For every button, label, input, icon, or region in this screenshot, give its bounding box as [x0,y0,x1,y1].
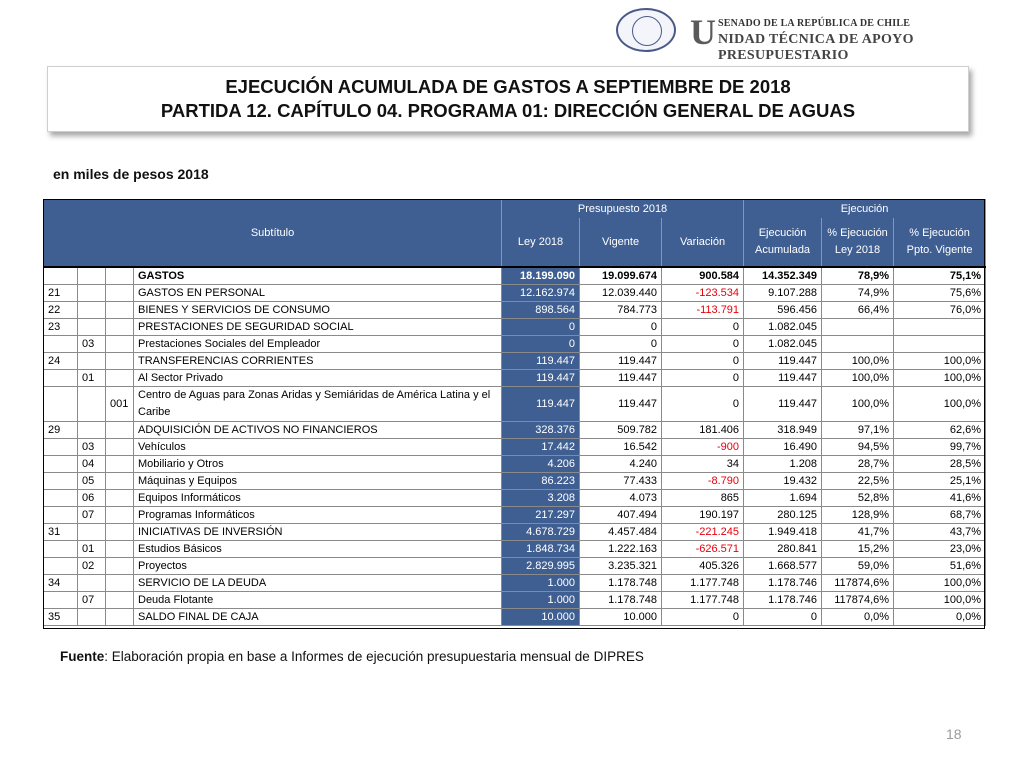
table-row [44,336,986,353]
cell-ley: 4.678.729 [502,524,580,541]
cell-b: 07 [78,592,106,609]
cell-ley: 119.447 [502,370,580,387]
cell-ley: 1.848.734 [502,541,580,558]
cell-pl: 22,5% [822,473,894,490]
cell-a: 29 [44,422,78,439]
cell-ley: 17.442 [502,439,580,456]
header-subtitulo: Subtítulo [44,199,502,267]
cell-a: 31 [44,524,78,541]
cell-acum: 1.178.746 [744,575,822,592]
cell-pl: 100,0% [822,370,894,387]
cell-a [44,370,78,387]
table-row [44,285,986,302]
cell-pl: 28,7% [822,456,894,473]
cell-pv: 51,6% [894,558,986,575]
cell-vig: 4.073 [580,490,662,507]
cell-pv: 43,7% [894,524,986,541]
cell-pl: 0,0% [822,609,894,626]
cell-ley: 1.000 [502,575,580,592]
senado-seal-icon [616,8,676,52]
cell-c [106,319,134,336]
source-note [60,649,644,664]
cell-a: 21 [44,285,78,302]
cell-a [44,456,78,473]
cell-acum: 1.082.045 [744,319,822,336]
cell-desc: INICIATIVAS DE INVERSIÓN [134,524,502,541]
cell-acum: 16.490 [744,439,822,456]
cell-pl: 117874,6% [822,592,894,609]
cell-ley: 3.208 [502,490,580,507]
units-label: en miles de pesos 2018 [53,166,209,182]
cell-desc: ADQUISICIÓN DE ACTIVOS NO FINANCIEROS [134,422,502,439]
table-row [44,575,986,592]
table-row [44,267,986,285]
cell-a [44,473,78,490]
cell-acum: 14.352.349 [744,267,822,285]
cell-acum: 280.841 [744,541,822,558]
cell-a: 24 [44,353,78,370]
cell-acum: 119.447 [744,353,822,370]
cell-desc: Estudios Básicos [134,541,502,558]
cell-ley: 898.564 [502,302,580,319]
table-row [44,319,986,336]
cell-pv: 23,0% [894,541,986,558]
cell-vig: 0 [580,319,662,336]
table-row [44,541,986,558]
cell-var: 1.177.748 [662,592,744,609]
table-row [44,507,986,524]
cell-c [106,507,134,524]
cell-ley: 217.297 [502,507,580,524]
cell-var: 181.406 [662,422,744,439]
cell-pl: 100,0% [822,387,894,422]
cell-acum: 1.082.045 [744,336,822,353]
cell-pv: 25,1% [894,473,986,490]
cell-acum: 1.178.746 [744,592,822,609]
cell-pl [822,319,894,336]
table-row [44,387,986,422]
header-presupuesto: Presupuesto 2018 [502,199,744,218]
cell-pv [894,336,986,353]
cell-pv: 41,6% [894,490,986,507]
cell-var: 0 [662,387,744,422]
cell-pl: 97,1% [822,422,894,439]
cell-pv [894,319,986,336]
cell-vig: 1.178.748 [580,575,662,592]
cell-a [44,507,78,524]
cell-vig: 784.773 [580,302,662,319]
table-row [44,490,986,507]
cell-var: 0 [662,336,744,353]
cell-ley: 119.447 [502,387,580,422]
cell-c [106,267,134,285]
cell-acum: 9.107.288 [744,285,822,302]
cell-b [78,575,106,592]
cell-vig: 1.178.748 [580,592,662,609]
cell-pl: 66,4% [822,302,894,319]
cell-pl: 41,7% [822,524,894,541]
cell-var: 0 [662,370,744,387]
cell-desc: Al Sector Privado [134,370,502,387]
cell-b [78,285,106,302]
cell-ley: 12.162.974 [502,285,580,302]
cell-c [106,456,134,473]
cell-desc: PRESTACIONES DE SEGURIDAD SOCIAL [134,319,502,336]
cell-pv: 100,0% [894,575,986,592]
cell-vig: 407.494 [580,507,662,524]
cell-c [106,285,134,302]
cell-var: 0 [662,353,744,370]
cell-pv: 0,0% [894,609,986,626]
cell-b [78,267,106,285]
cell-b: 02 [78,558,106,575]
cell-desc: Equipos Informáticos [134,490,502,507]
cell-a: 22 [44,302,78,319]
cell-desc: Deuda Flotante [134,592,502,609]
cell-b: 04 [78,456,106,473]
cell-c [106,336,134,353]
cell-var: -8.790 [662,473,744,490]
cell-b [78,387,106,422]
budget-table [43,199,986,626]
cell-pv: 100,0% [894,387,986,422]
cell-c [106,370,134,387]
cell-var: 900.584 [662,267,744,285]
cell-vig: 12.039.440 [580,285,662,302]
cell-vig: 119.447 [580,387,662,422]
cell-pv: 76,0% [894,302,986,319]
cell-var: 0 [662,609,744,626]
cell-ley: 4.206 [502,456,580,473]
cell-desc: GASTOS [134,267,502,285]
table-row [44,473,986,490]
cell-ley: 0 [502,319,580,336]
cell-a: 34 [44,575,78,592]
cell-pl: 100,0% [822,353,894,370]
cell-var: -221.245 [662,524,744,541]
cell-b: 03 [78,439,106,456]
cell-acum: 318.949 [744,422,822,439]
header-ley: Ley 2018 [502,218,580,267]
cell-a [44,387,78,422]
cell-pv: 28,5% [894,456,986,473]
cell-b: 03 [78,336,106,353]
cell-ley: 2.829.995 [502,558,580,575]
cell-acum: 596.456 [744,302,822,319]
header-pct-ley: % Ejecución Ley 2018 [822,218,894,267]
cell-vig: 4.240 [580,456,662,473]
brand-letter: U [690,12,716,52]
cell-var: -113.791 [662,302,744,319]
cell-b [78,422,106,439]
cell-b [78,302,106,319]
cell-vig: 3.235.321 [580,558,662,575]
header-ejecucion: Ejecución [744,199,986,218]
cell-c [106,439,134,456]
table-row [44,558,986,575]
cell-acum: 0 [744,609,822,626]
cell-pl: 15,2% [822,541,894,558]
cell-ley: 10.000 [502,609,580,626]
cell-pl: 74,9% [822,285,894,302]
cell-c [106,302,134,319]
cell-c: 001 [106,387,134,422]
cell-vig: 16.542 [580,439,662,456]
cell-ley: 86.223 [502,473,580,490]
cell-pv: 75,6% [894,285,986,302]
cell-c [106,473,134,490]
cell-b [78,353,106,370]
cell-c [106,524,134,541]
cell-pv: 100,0% [894,370,986,387]
cell-a [44,267,78,285]
cell-a [44,490,78,507]
cell-c [106,575,134,592]
cell-desc: SERVICIO DE LA DEUDA [134,575,502,592]
page-number: 18 [946,726,962,742]
cell-desc: Vehículos [134,439,502,456]
cell-vig: 119.447 [580,353,662,370]
source-label: Fuente [60,649,105,664]
cell-desc: SALDO FINAL DE CAJA [134,609,502,626]
cell-var: 865 [662,490,744,507]
table-row [44,353,986,370]
header-ejec-acum: Ejecución Acumulada [744,218,822,267]
cell-acum: 19.432 [744,473,822,490]
source-text: : Elaboración propia en base a Informes de ejecución presupuestaria mensual de DIPRES [104,649,644,664]
cell-pv: 99,7% [894,439,986,456]
cell-b [78,524,106,541]
cell-b: 05 [78,473,106,490]
cell-pv: 68,7% [894,507,986,524]
cell-ley: 0 [502,336,580,353]
cell-desc: GASTOS EN PERSONAL [134,285,502,302]
cell-acum: 280.125 [744,507,822,524]
cell-b: 01 [78,370,106,387]
cell-ley: 119.447 [502,353,580,370]
table-row [44,592,986,609]
cell-ley: 18.199.090 [502,267,580,285]
cell-pl: 59,0% [822,558,894,575]
cell-acum: 119.447 [744,387,822,422]
cell-a [44,541,78,558]
header-variacion: Variación [662,218,744,267]
cell-vig: 0 [580,336,662,353]
cell-a: 35 [44,609,78,626]
cell-pv: 75,1% [894,267,986,285]
cell-a [44,558,78,575]
cell-desc: Mobiliario y Otros [134,456,502,473]
title-line-1: EJECUCIÓN ACUMULADA DE GASTOS A SEPTIEMBRE DE 2018 [225,76,791,97]
cell-c [106,558,134,575]
cell-pl [822,336,894,353]
cell-b [78,319,106,336]
cell-var: -123.534 [662,285,744,302]
cell-var: 34 [662,456,744,473]
cell-desc: Programas Informáticos [134,507,502,524]
cell-vig: 119.447 [580,370,662,387]
cell-var: 405.326 [662,558,744,575]
cell-a [44,439,78,456]
cell-var: 1.177.748 [662,575,744,592]
brand-unit-name: NIDAD TÉCNICA DE APOYO PRESUPUESTARIO [718,32,914,63]
cell-ley: 1.000 [502,592,580,609]
cell-vig: 10.000 [580,609,662,626]
cell-ley: 328.376 [502,422,580,439]
table-row [44,439,986,456]
cell-pl: 128,9% [822,507,894,524]
cell-acum: 1.949.418 [744,524,822,541]
cell-pv: 62,6% [894,422,986,439]
cell-acum: 119.447 [744,370,822,387]
cell-acum: 1.694 [744,490,822,507]
table-row [44,456,986,473]
cell-vig: 1.222.163 [580,541,662,558]
cell-c [106,353,134,370]
cell-desc: Máquinas y Equipos [134,473,502,490]
cell-c [106,592,134,609]
cell-var: -626.571 [662,541,744,558]
cell-desc: Centro de Aguas para Zonas Aridas y Semiáridas de América Latina y el Caribe [134,387,502,422]
cell-pl: 78,9% [822,267,894,285]
cell-a [44,592,78,609]
cell-vig: 77.433 [580,473,662,490]
cell-b [78,609,106,626]
title-box [47,66,969,132]
cell-c [106,609,134,626]
table-row [44,609,986,626]
cell-desc: Proyectos [134,558,502,575]
cell-desc: TRANSFERENCIAS CORRIENTES [134,353,502,370]
cell-b: 06 [78,490,106,507]
cell-pl: 52,8% [822,490,894,507]
cell-pl: 117874,6% [822,575,894,592]
cell-acum: 1.668.577 [744,558,822,575]
cell-pl: 94,5% [822,439,894,456]
cell-c [106,541,134,558]
header-pct-vigente: % Ejecución Ppto. Vigente [894,218,986,267]
cell-var: 190.197 [662,507,744,524]
cell-desc: Prestaciones Sociales del Empleador [134,336,502,353]
cell-pv: 100,0% [894,592,986,609]
cell-vig: 4.457.484 [580,524,662,541]
cell-a [44,336,78,353]
cell-var: -900 [662,439,744,456]
cell-c [106,490,134,507]
table-body [44,267,986,626]
table-row [44,302,986,319]
cell-var: 0 [662,319,744,336]
cell-acum: 1.208 [744,456,822,473]
table-row [44,422,986,439]
cell-b: 01 [78,541,106,558]
table-row [44,370,986,387]
cell-vig: 509.782 [580,422,662,439]
cell-vig: 19.099.674 [580,267,662,285]
cell-a: 23 [44,319,78,336]
cell-desc: BIENES Y SERVICIOS DE CONSUMO [134,302,502,319]
title-line-2: PARTIDA 12. CAPÍTULO 04. PROGRAMA 01: DIRECCIÓN GENERAL DE AGUAS [160,100,856,121]
cell-c [106,422,134,439]
table-row [44,524,986,541]
cell-pv: 100,0% [894,353,986,370]
brand-senado-text: SENADO DE LA REPÚBLICA DE CHILE [718,18,911,29]
cell-b: 07 [78,507,106,524]
header-vigente: Vigente [580,218,662,267]
